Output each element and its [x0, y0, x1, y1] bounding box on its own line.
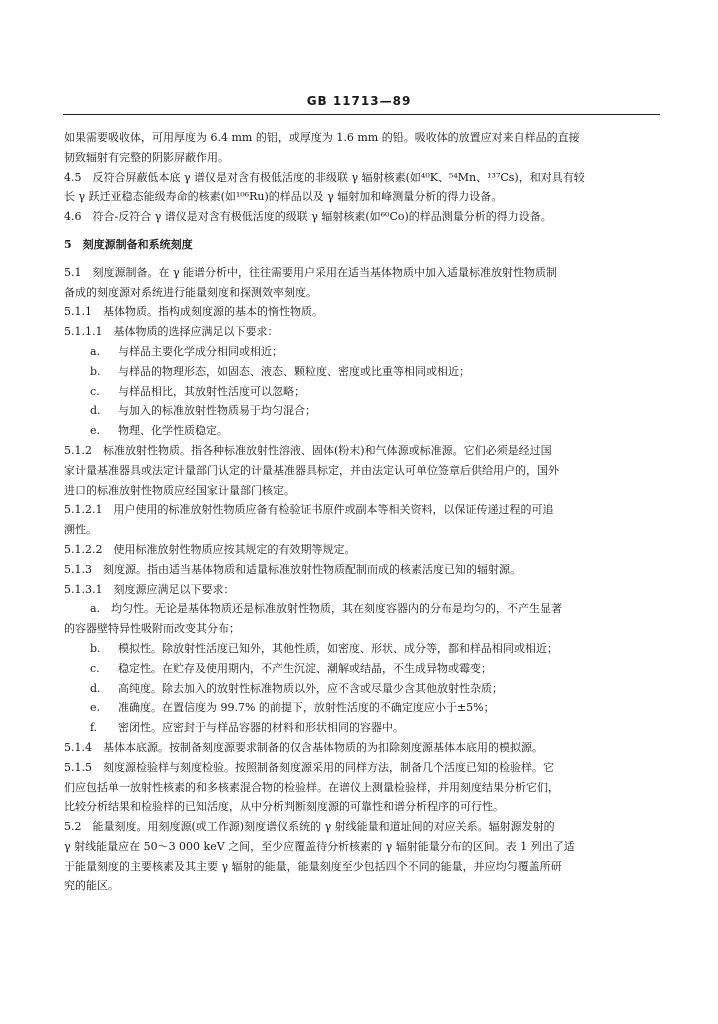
clause-5-1-1 [64, 302, 660, 322]
clause-5-1-2-2 [64, 540, 660, 560]
text-line: 5.1 刻度源制备。在 γ 能谱分析中，往往需要用户采用在适当基体物质中加入适量标准放射性物质制 [64, 265, 558, 279]
text-line: 5.1.5 刻度源检验样与刻度检验。按照制备刻度源采用的同样方法，制备几个活度已知的检验样。它 [64, 760, 554, 774]
list-marker: f. [90, 721, 98, 735]
text-line: 4.5 反符合屏蔽低本底 γ 谱仪是对含有极低活度的非级联 γ 辐射核素(如⁴⁰K、⁵⁴Mn、¹³⁷Cs)，和对具有较 [64, 170, 585, 184]
list-item [64, 342, 660, 362]
paragraph-absorber [64, 128, 660, 168]
text-line: 5.1.1 基体物质。指构成刻度源的基本的惰性物质。 [64, 305, 323, 319]
text-line: 5.1.2 标准放射性物质。指各种标准放射性溶液、固体(粉末)和气体源或标准源。它们必须是经过国 [64, 443, 552, 457]
text-line: 5.1.3 刻度源。指由适当基体物质和适量标准放射性物质配制而成的核素活度已知的辐射源。 [64, 562, 521, 576]
clause-5-1-4 [64, 738, 660, 758]
list-marker: e. [90, 701, 101, 715]
document-body [64, 128, 660, 896]
clause-5-1-2-1 [64, 500, 660, 540]
text-line: 们应包括单一放射性核素的和多核素混合物的检验样。在谱仪上测量检验样，并用刻度结果分析它们， [64, 780, 559, 794]
text-line: 究的能区。 [64, 879, 119, 893]
list-text: 稳定性。在贮存及使用期内，不产生沉淀、潮解或结晶，不生成异物或霉变； [118, 661, 492, 675]
clause-5-1-1-1 [64, 322, 660, 342]
text-line: 5.1.4 基体本底源。按制备刻度源要求制备的仅含基体物质的为扣除刻度源基体本底用的模拟源。 [64, 740, 543, 754]
header-rule [63, 114, 660, 115]
list-text: 与加入的标准放射性物质易于均匀混合； [118, 404, 316, 418]
list-marker: e. [90, 424, 101, 438]
clause-4-6 [64, 207, 660, 227]
list-marker: b. [90, 641, 101, 655]
list-marker: b. [90, 364, 101, 378]
text-line: 韧致辐射有完整的阴影屏蔽作用。 [64, 150, 229, 164]
list-item [64, 401, 660, 421]
text-line: 5.1.2.2 使用标准放射性物质应按其规定的有效期等规定。 [64, 542, 356, 556]
clause-5-1-3 [64, 560, 660, 580]
list-text: 准确度。在置信度为 99.7% 的前提下，放射性活度的不确定度应小于±5%； [118, 701, 495, 715]
list-text: 与样品主要化学成分相同或相近； [118, 344, 283, 358]
text-line: 于能量刻度的主要核素及其主要 γ 辐射的能量，能量刻度至少包括四个不同的能量，并应均匀覆盖所研 [64, 859, 562, 873]
section-heading-5: 5 刻度源制备和系统刻度 [64, 237, 193, 251]
text-line: 5.1.3.1 刻度源应满足以下要求： [64, 582, 235, 596]
text-line: 溯性。 [64, 523, 97, 537]
text-line: 备成的刻度源对系统进行能量刻度和探测效率刻度。 [64, 285, 317, 299]
list-item [64, 382, 660, 402]
list-item [64, 698, 660, 718]
list-text: 与样品的物理形态，如固态、液态、颗粒度、密度或比重等相同或相近； [118, 364, 470, 378]
list-item [64, 362, 660, 382]
list-item [64, 718, 660, 738]
text-line: a. 均匀性。无论是基体物质还是标准放射性物质，其在刻度容器内的分布是均匀的，不产生显著 [90, 602, 563, 616]
list-item [64, 679, 660, 699]
list-5-1-1-1 [64, 342, 660, 441]
list-marker: d. [90, 404, 101, 418]
text-line: 进口的标准放射性物质应经国家计量部门核定。 [64, 483, 295, 497]
list-item [64, 421, 660, 441]
list-text: 物理、化学性质稳定。 [118, 424, 228, 438]
list-item [64, 659, 660, 679]
text-line: 长 γ 跃迁亚稳态能级寿命的核素(如¹⁰⁶Ru)的样品以及 γ 辐射加和峰测量分析的得力设备。 [64, 190, 503, 204]
list-text: 模拟性。除放射性活度已知外，其他性质，如密度、形状、成分等，都和样品相同或相近； [118, 641, 558, 655]
list-text: 高纯度。除去加入的放射性标准物质以外，应不含或尽量少含其他放射性杂质； [118, 681, 503, 695]
text-line: 比较分析结果和检验样的已知活度，从中分析判断刻度源的可靠性和谱分析程序的可行性。 [64, 800, 504, 814]
clause-5-1-5 [64, 758, 660, 817]
text-line: 5.2 能量刻度。用刻度源(或工作源)刻度谱仪系统的 γ 射线能量和道址间的对应关系。辐射源发射的 [64, 820, 555, 834]
list-text: 与样品相比，其放射性活度可以忽略； [118, 384, 305, 398]
list-marker: c. [90, 384, 100, 398]
list-marker: a. [90, 344, 101, 358]
text-line: 5.1.1.1 基体物质的选择应满足以下要求： [64, 325, 279, 339]
clause-5-2 [64, 817, 660, 896]
text-line: 家计量基准器具或法定计量部门认定的计量基准器具标定，并由法定认可单位签章后供给用户的，国外 [64, 463, 559, 477]
text-line: 5.1.2.1 用户使用的标准放射性物质应备有检验证书原件或副本等相关资料，以保证传递过程的可追 [64, 503, 554, 517]
page-header: GB 11713—89 [306, 94, 412, 108]
clause-4-5 [64, 168, 660, 208]
text-line: 4.6 符合-反符合 γ 谱仪是对含有极低活度的级联 γ 辐射核素(如⁶⁰Co)的样品测量分析的得力设备。 [64, 210, 552, 224]
list-item [64, 639, 660, 659]
clause-5-1-2 [64, 441, 660, 500]
list-5-1-3-1 [64, 639, 660, 738]
list-marker: d. [90, 681, 101, 695]
list-item-a [64, 599, 660, 639]
text-line: 如果需要吸收体，可用厚度为 6.4 mm 的铝，或厚度为 1.6 mm 的铅。吸收体的放置应对来自样品的直接 [64, 131, 580, 144]
list-marker: c. [90, 661, 100, 675]
text-line: 的容器壁特异性吸附而改变其分布； [64, 622, 240, 636]
list-text: 密闭性。应密封于与样品容器的材料和形状相同的容器中。 [118, 721, 404, 735]
clause-5-1 [64, 263, 660, 303]
clause-5-1-3-1 [64, 580, 660, 600]
text-line: γ 射线能量应在 50～3 000 keV 之间，至少应覆盖待分析核素的 γ 辐射能量分布的区间。表 1 列出了适 [64, 839, 575, 853]
